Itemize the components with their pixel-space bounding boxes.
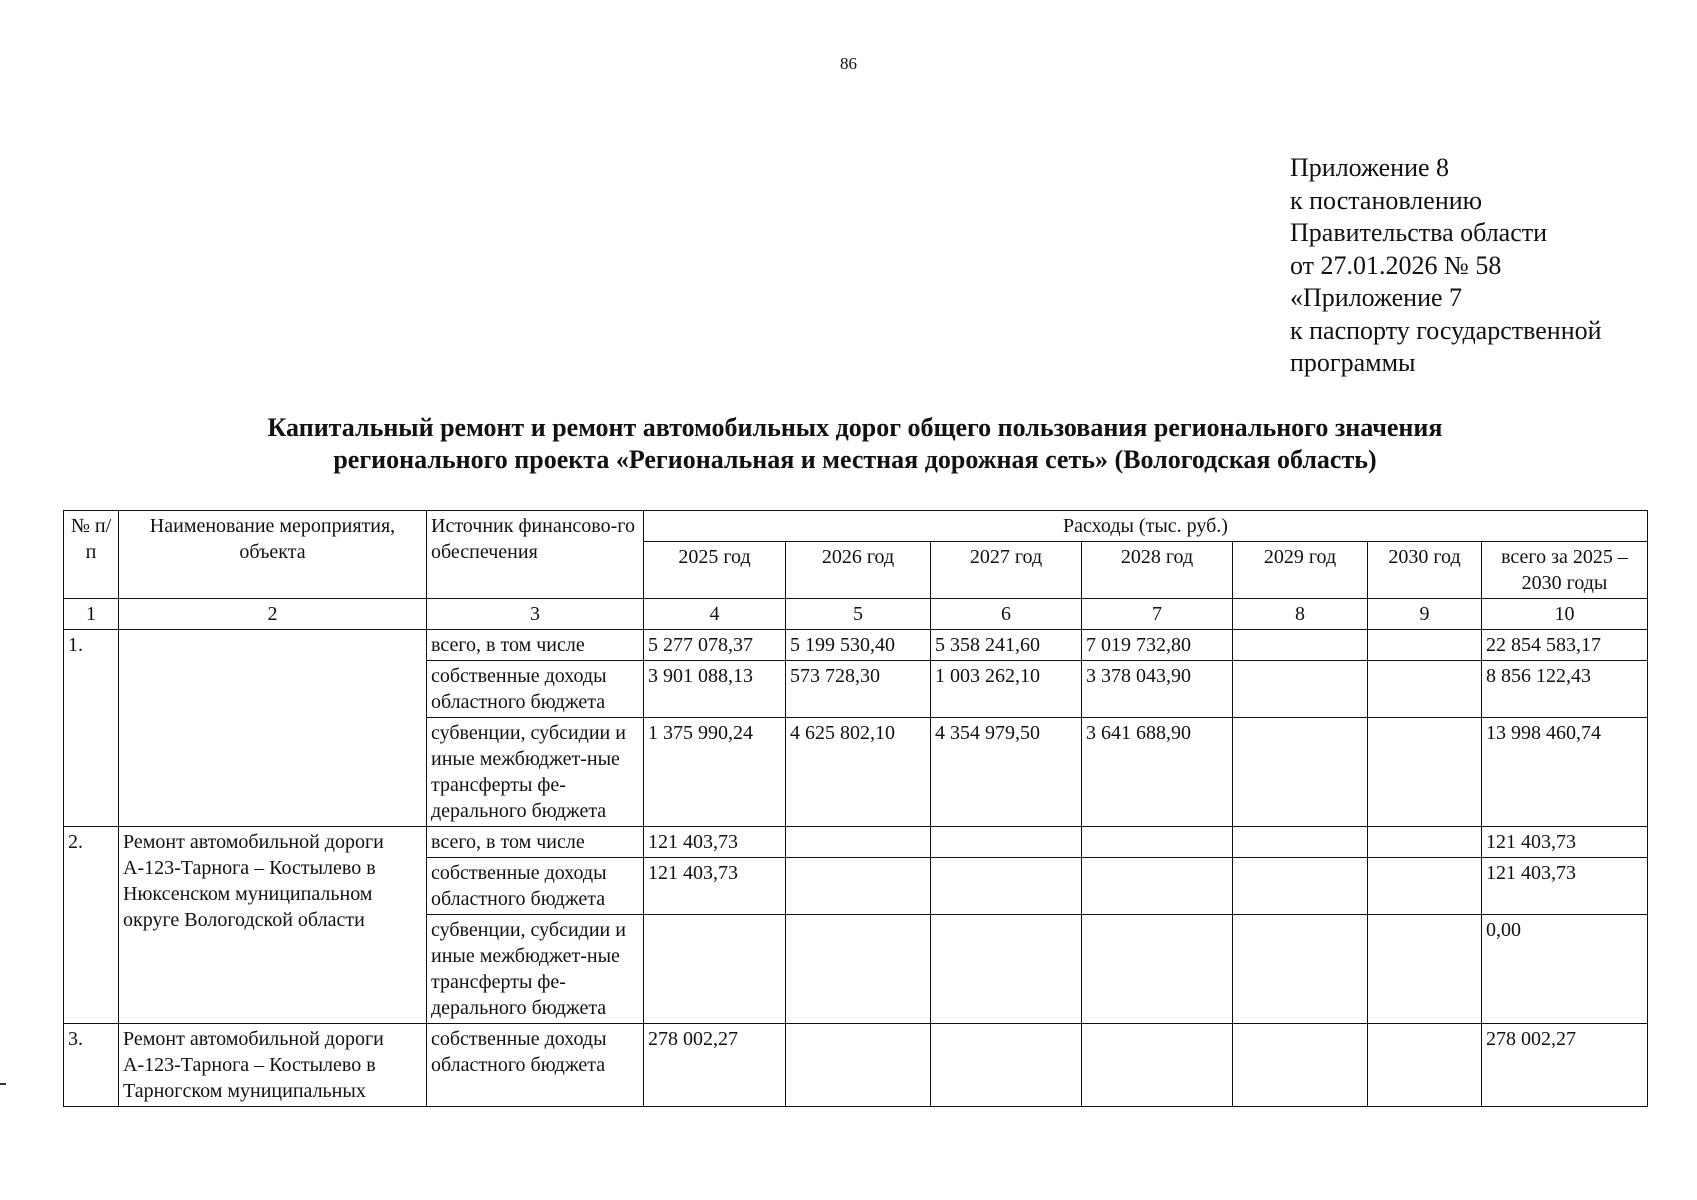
header-year: 2025 год <box>644 542 786 599</box>
row-number: 1. <box>64 630 119 827</box>
appendix-line: к постановлению <box>1290 185 1483 215</box>
amount-cell <box>1082 858 1233 915</box>
appendix-line: «Приложение 7 <box>1290 283 1463 312</box>
header-year: 2028 год <box>1082 542 1233 599</box>
amount-cell <box>1368 827 1482 858</box>
amount-cell <box>931 858 1082 915</box>
amount-cell: 121 403,73 <box>644 827 786 858</box>
amount-cell <box>931 827 1082 858</box>
amount-cell <box>1233 1024 1368 1107</box>
header-year: 2027 год <box>931 542 1082 599</box>
amount-cell <box>1368 858 1482 915</box>
measure-name: Ремонт автомобильной дороги А-123-Тарнога – Костылево в Нюксенском муниципальном округе Вологодской области <box>119 827 427 1024</box>
row-number: 2. <box>64 827 119 1024</box>
amount-cell <box>786 915 931 1024</box>
column-numbers-row <box>64 599 1648 630</box>
header-num: № п/п <box>64 511 119 599</box>
amount-cell: 3 641 688,90 <box>1082 718 1233 827</box>
amount-cell <box>1368 1024 1482 1107</box>
amount-cell: 3 901 088,13 <box>644 661 786 718</box>
header-total: всего за 2025 – 2030 годы <box>1482 542 1648 599</box>
column-number: 3 <box>427 599 644 630</box>
total-cell: 8 856 122,43 <box>1482 661 1648 718</box>
amount-cell <box>786 1024 931 1107</box>
amount-cell <box>931 915 1082 1024</box>
amount-cell: 7 019 732,80 <box>1082 630 1233 661</box>
column-number: 8 <box>1233 599 1368 630</box>
total-cell: 121 403,73 <box>1482 827 1648 858</box>
funding-source: собственные доходы областного бюджета <box>427 858 644 915</box>
table-row <box>64 827 1648 858</box>
column-number: 4 <box>644 599 786 630</box>
appendix-line: Правительства области <box>1290 218 1548 247</box>
appendix-note <box>1290 152 1602 380</box>
amount-cell <box>1082 915 1233 1024</box>
amount-cell <box>1082 827 1233 858</box>
amount-cell <box>931 1024 1082 1107</box>
amount-cell <box>1368 630 1482 661</box>
column-number: 5 <box>786 599 931 630</box>
appendix-line: Приложение 8 <box>1290 153 1450 182</box>
page-number: 86 <box>840 54 857 73</box>
table-body <box>64 630 1648 1107</box>
table-row <box>64 630 1648 661</box>
header-source: Источник финансово-го обеспечения <box>427 511 644 599</box>
column-number: 9 <box>1368 599 1482 630</box>
amount-cell <box>1368 718 1482 827</box>
column-number: 2 <box>119 599 427 630</box>
amount-cell: 5 358 241,60 <box>931 630 1082 661</box>
appendix-line: программы <box>1290 348 1416 377</box>
amount-cell <box>786 827 931 858</box>
amount-cell <box>1233 718 1368 827</box>
amount-cell <box>1233 915 1368 1024</box>
measure-name: Ремонт автомобильной дороги А-123-Тарнога – Костылево в Тарногском муниципальных <box>119 1024 427 1107</box>
amount-cell <box>786 858 931 915</box>
funding-source: собственные доходы областного бюджета <box>427 1024 644 1107</box>
header-expenses: Расходы (тыс. руб.) <box>644 511 1648 542</box>
total-cell: 278 002,27 <box>1482 1024 1648 1107</box>
header-row <box>64 511 1648 542</box>
header-year: 2029 год <box>1233 542 1368 599</box>
amount-cell: 4 354 979,50 <box>931 718 1082 827</box>
funding-source: субвенции, субсидии и иные межбюджет-ные трансферты фе-дерального бюджета <box>427 718 644 827</box>
document-title <box>0 412 1697 476</box>
amount-cell: 4 625 802,10 <box>786 718 931 827</box>
amount-cell <box>1233 661 1368 718</box>
amount-cell <box>1233 827 1368 858</box>
funding-source: всего, в том числе <box>427 827 644 858</box>
appendix-line: к паспорту государственной <box>1290 315 1602 345</box>
table-row <box>64 1024 1648 1107</box>
column-number: 7 <box>1082 599 1233 630</box>
amount-cell: 573 728,30 <box>786 661 931 718</box>
amount-cell <box>644 915 786 1024</box>
title-line-2: регионального проекта «Региональная и местная дорожная сеть» (Вологодская область) <box>333 445 1377 474</box>
column-number: 1 <box>64 599 119 630</box>
amount-cell: 1 375 990,24 <box>644 718 786 827</box>
financing-table <box>63 510 1648 1107</box>
amount-cell: 121 403,73 <box>644 858 786 915</box>
amount-cell: 5 277 078,37 <box>644 630 786 661</box>
amount-cell: 278 002,27 <box>644 1024 786 1107</box>
amount-cell <box>1082 1024 1233 1107</box>
total-cell: 121 403,73 <box>1482 858 1648 915</box>
funding-source: всего, в том числе <box>427 630 644 661</box>
header-year: 2026 год <box>786 542 931 599</box>
header-year: 2030 год <box>1368 542 1482 599</box>
measure-name <box>119 630 427 827</box>
total-cell: 22 854 583,17 <box>1482 630 1648 661</box>
scan-edge-mark <box>0 1083 6 1085</box>
amount-cell: 3 378 043,90 <box>1082 661 1233 718</box>
amount-cell <box>1368 661 1482 718</box>
header-name: Наименование мероприятия, объекта <box>119 511 427 599</box>
funding-source: собственные доходы областного бюджета <box>427 661 644 718</box>
appendix-line: от 27.01.2026 № 58 <box>1290 250 1502 280</box>
column-number: 10 <box>1482 599 1648 630</box>
title-line-1: Капитальный ремонт и ремонт автомобильных дорог общего пользования регионального значения <box>267 413 1443 442</box>
total-cell: 13 998 460,74 <box>1482 718 1648 827</box>
funding-source: субвенции, субсидии и иные межбюджет-ные трансферты фе-дерального бюджета <box>427 915 644 1024</box>
amount-cell <box>1368 915 1482 1024</box>
amount-cell: 5 199 530,40 <box>786 630 931 661</box>
amount-cell <box>1233 630 1368 661</box>
amount-cell <box>1233 858 1368 915</box>
amount-cell: 1 003 262,10 <box>931 661 1082 718</box>
column-number: 6 <box>931 599 1082 630</box>
total-cell: 0,00 <box>1482 915 1648 1024</box>
row-number: 3. <box>64 1024 119 1107</box>
